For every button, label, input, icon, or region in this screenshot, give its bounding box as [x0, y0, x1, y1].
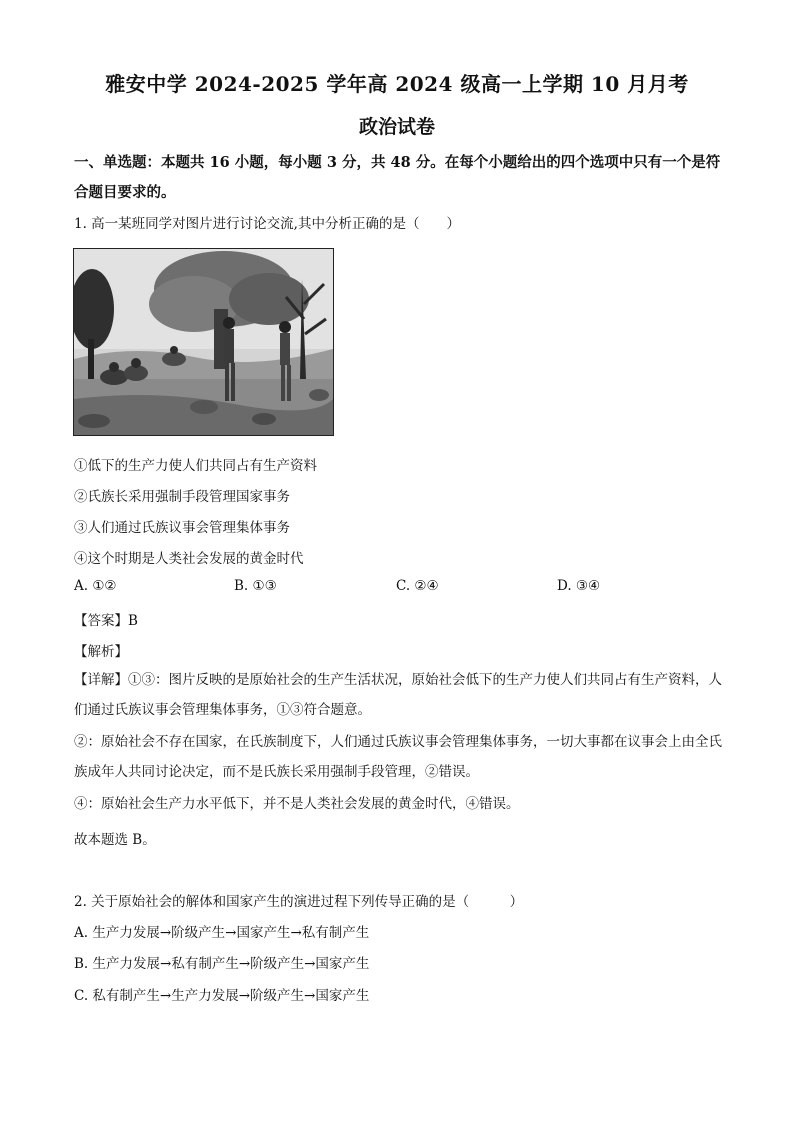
q1-option-c: C. ②④ [396, 578, 439, 594]
q1-analysis-tag: 【解析】 [74, 644, 128, 660]
q1-option-a: A. ①② [74, 578, 117, 594]
q1-statement-1: ①低下的生产力使人们共同占有生产资料 [74, 458, 317, 474]
q2-option-a: A. 生产力发展→阶级产生→国家产生→私有制产生 [74, 925, 370, 941]
question-2-stem: 2. 关于原始社会的解体和国家产生的演进过程下列传导正确的是（ ） [74, 894, 524, 910]
exam-title: 雅安中学 2024-2025 学年高 2024 级高一上学期 10 月月考 [105, 72, 689, 96]
detail-text-1: ①③：图片反映的是原始社会的生产生活状况，原始社会低下的生产力使人们共同占有生产资料，人们通过氏族议事会管理集体事务，①③符合题意。 [74, 672, 722, 718]
detail-tag: 【详解】 [74, 672, 128, 688]
q1-statement-3: ③人们通过氏族议事会管理集体事务 [74, 520, 290, 536]
q1-statement-2: ②氏族长采用强制手段管理国家事务 [74, 489, 290, 505]
q1-conclusion: 故本题选 B。 [74, 832, 156, 848]
q1-option-d: D. ③④ [557, 578, 601, 594]
q1-detail-1 [74, 665, 724, 725]
answer-tag: 【答案】 [74, 613, 128, 629]
q1-statement-4: ④这个时期是人类社会发展的黄金时代 [74, 551, 304, 567]
q1-detail-3: ④：原始社会生产力水平低下，并不是人类社会发展的黄金时代，④错误。 [74, 796, 520, 812]
question-1-figure [73, 248, 334, 436]
answer-value: B [128, 613, 138, 629]
q1-detail-2: ②：原始社会不存在国家，在氏族制度下，人们通过氏族议事会管理集体事务，一切大事都在议事会上由全氏族成年人共同讨论决定，而不是氏族长采用强制手段管理，②错误。 [74, 734, 722, 780]
section-heading: 一、单选题：本题共 16 小题，每小题 3 分，共 48 分。在每个小题给出的四个选项中只有一个是符合题目要求的。 [74, 154, 721, 201]
question-1-stem: 1. 高一某班同学对图片进行讨论交流,其中分析正确的是（ ） [74, 216, 460, 232]
exam-subtitle: 政治试卷 [358, 116, 435, 138]
q2-option-b: B. 生产力发展→私有制产生→阶级产生→国家产生 [74, 956, 370, 972]
q2-option-c: C. 私有制产生→生产力发展→阶级产生→国家产生 [74, 988, 370, 1004]
q1-option-b: B. ①③ [234, 578, 277, 594]
q1-answer [74, 609, 138, 629]
